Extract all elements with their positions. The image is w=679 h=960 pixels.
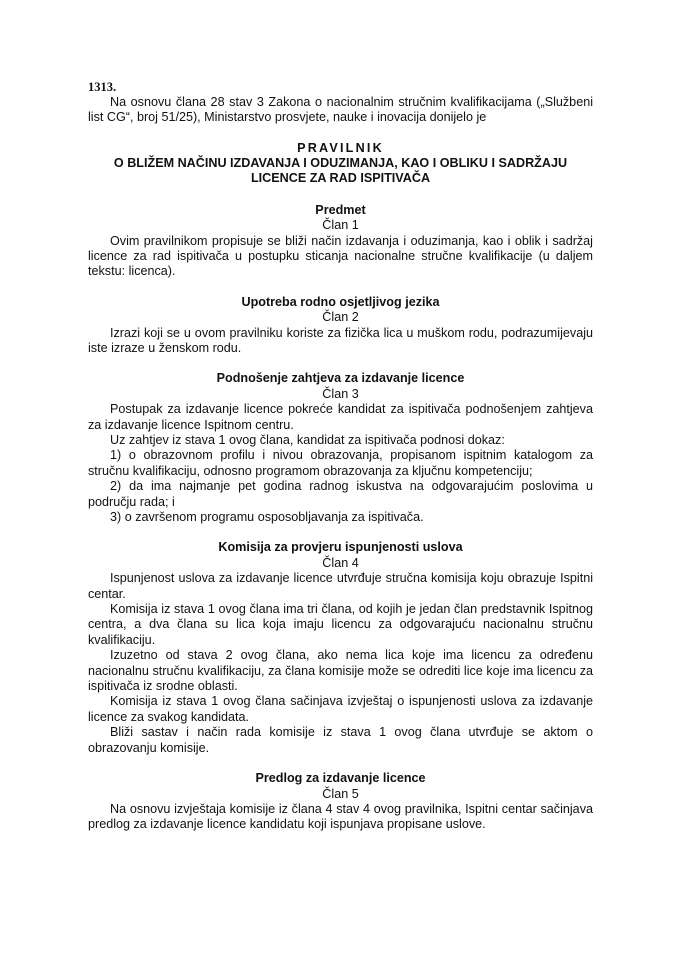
article-5	[88, 771, 593, 833]
title-line-2: O BLIŽEM NAČINU IZDAVANJA I ODUZIMANJA, KAO I OBLIKU I SADRŽAJU	[113, 156, 568, 171]
article-heading: Predlog za izdavanje licence	[255, 771, 426, 786]
article-paragraph: Komisija iz stava 1 ovog člana sačinjava izvještaj o ispunjenosti uslova za izdavanje licence za svakog kandidata.	[88, 694, 593, 724]
article-number: Član 5	[322, 786, 359, 801]
article-number: Član 4	[322, 555, 359, 570]
article-paragraph: Postupak za izdavanje licence pokreće kandidat za ispitivača podnošenjem zahtjeva za izdavanje licence Ispitnom centru.	[88, 402, 593, 432]
article-heading: Komisija za provjeru ispunjenosti uslova	[218, 540, 463, 555]
article-paragraph: Ispunjenost uslova za izdavanje licence utvrđuje stručna komisija koju obrazuje Ispitni centar.	[88, 571, 593, 601]
article-paragraph: Ovim pravilnikom propisuje se bliži način izdavanja i oduzimanja, kao i oblik i sadržaj licence za rad ispitivača u postupku sticanja nacionalne stručne kvalifikacije (u daljem tekstu: licenca).	[88, 233, 593, 279]
title-line-1: PRAVILNIK	[297, 140, 384, 155]
article-paragraph: Komisija iz stava 1 ovog člana ima tri člana, od kojih je jedan član predstavnik Ispitnog centra, a dva člana su lica koja imaju licencu za odgovarajuću nacionalnu stručnu kvalifikaciju.	[88, 602, 593, 647]
article-paragraph: Na osnovu izvještaja komisije iz člana 4 stav 4 ovog pravilnika, Ispitni centar sačinjava predlog za izdavanje licence kandidatu koji ispunjava propisane uslove.	[88, 801, 593, 832]
article-4	[88, 540, 593, 756]
document-number: 1313.	[88, 80, 117, 94]
preamble: Na osnovu člana 28 stav 3 Zakona o nacionalnim stručnim kvalifikacijama („Službeni list CG“, broj 51/25), Ministarstvo prosvjete, nauke i inovacija donijelo je	[88, 95, 593, 125]
article-3	[88, 371, 593, 525]
document-title	[88, 141, 593, 187]
article-2	[88, 295, 593, 357]
article-heading: Podnošenje zahtjeva za izdavanje licence	[216, 371, 465, 386]
article-number: Član 1	[322, 218, 359, 233]
title-line-3: LICENCE ZA RAD ISPITIVAČA	[250, 171, 431, 186]
article-number: Član 3	[322, 386, 359, 401]
document-body	[88, 80, 593, 833]
list-item: 3) o završenom programu osposobljavanja za ispitivača.	[110, 510, 424, 525]
article-number: Član 2	[322, 310, 359, 325]
article-paragraph: Izrazi koji se u ovom pravilniku koriste za fizička lica u muškom rodu, podrazumijevaju iste izraze u ženskom rodu.	[88, 325, 593, 355]
list-item: 1) o obrazovnom profilu i nivou obrazovanja, propisanom ispitnim katalogom za stručnu kvalifikaciju, odnosno programom obrazovanja za ključnu kompetenciju;	[88, 448, 593, 478]
article-1	[88, 203, 593, 280]
article-heading: Upotreba rodno osjetljivog jezika	[241, 294, 440, 309]
article-paragraph: Bliži sastav i način rada komisije iz stava 1 ovog člana utvrđuje se aktom o obrazovanju komisije.	[88, 725, 593, 755]
article-paragraph: Uz zahtjev iz stava 1 ovog člana, kandidat za ispitivača podnosi dokaz:	[110, 432, 505, 447]
list-item: 2) da ima najmanje pet godina radnog iskustva na odgovarajućim poslovima u području rada; i	[88, 479, 593, 509]
article-paragraph: Izuzetno od stava 2 ovog člana, ako nema lica koje ima licencu za određenu nacionalnu stručnu kvalifikaciju, za člana komisije može se odrediti lice koje ima licencu za ispitivača iz srodne oblasti.	[88, 648, 593, 694]
article-heading: Predmet	[315, 202, 366, 217]
